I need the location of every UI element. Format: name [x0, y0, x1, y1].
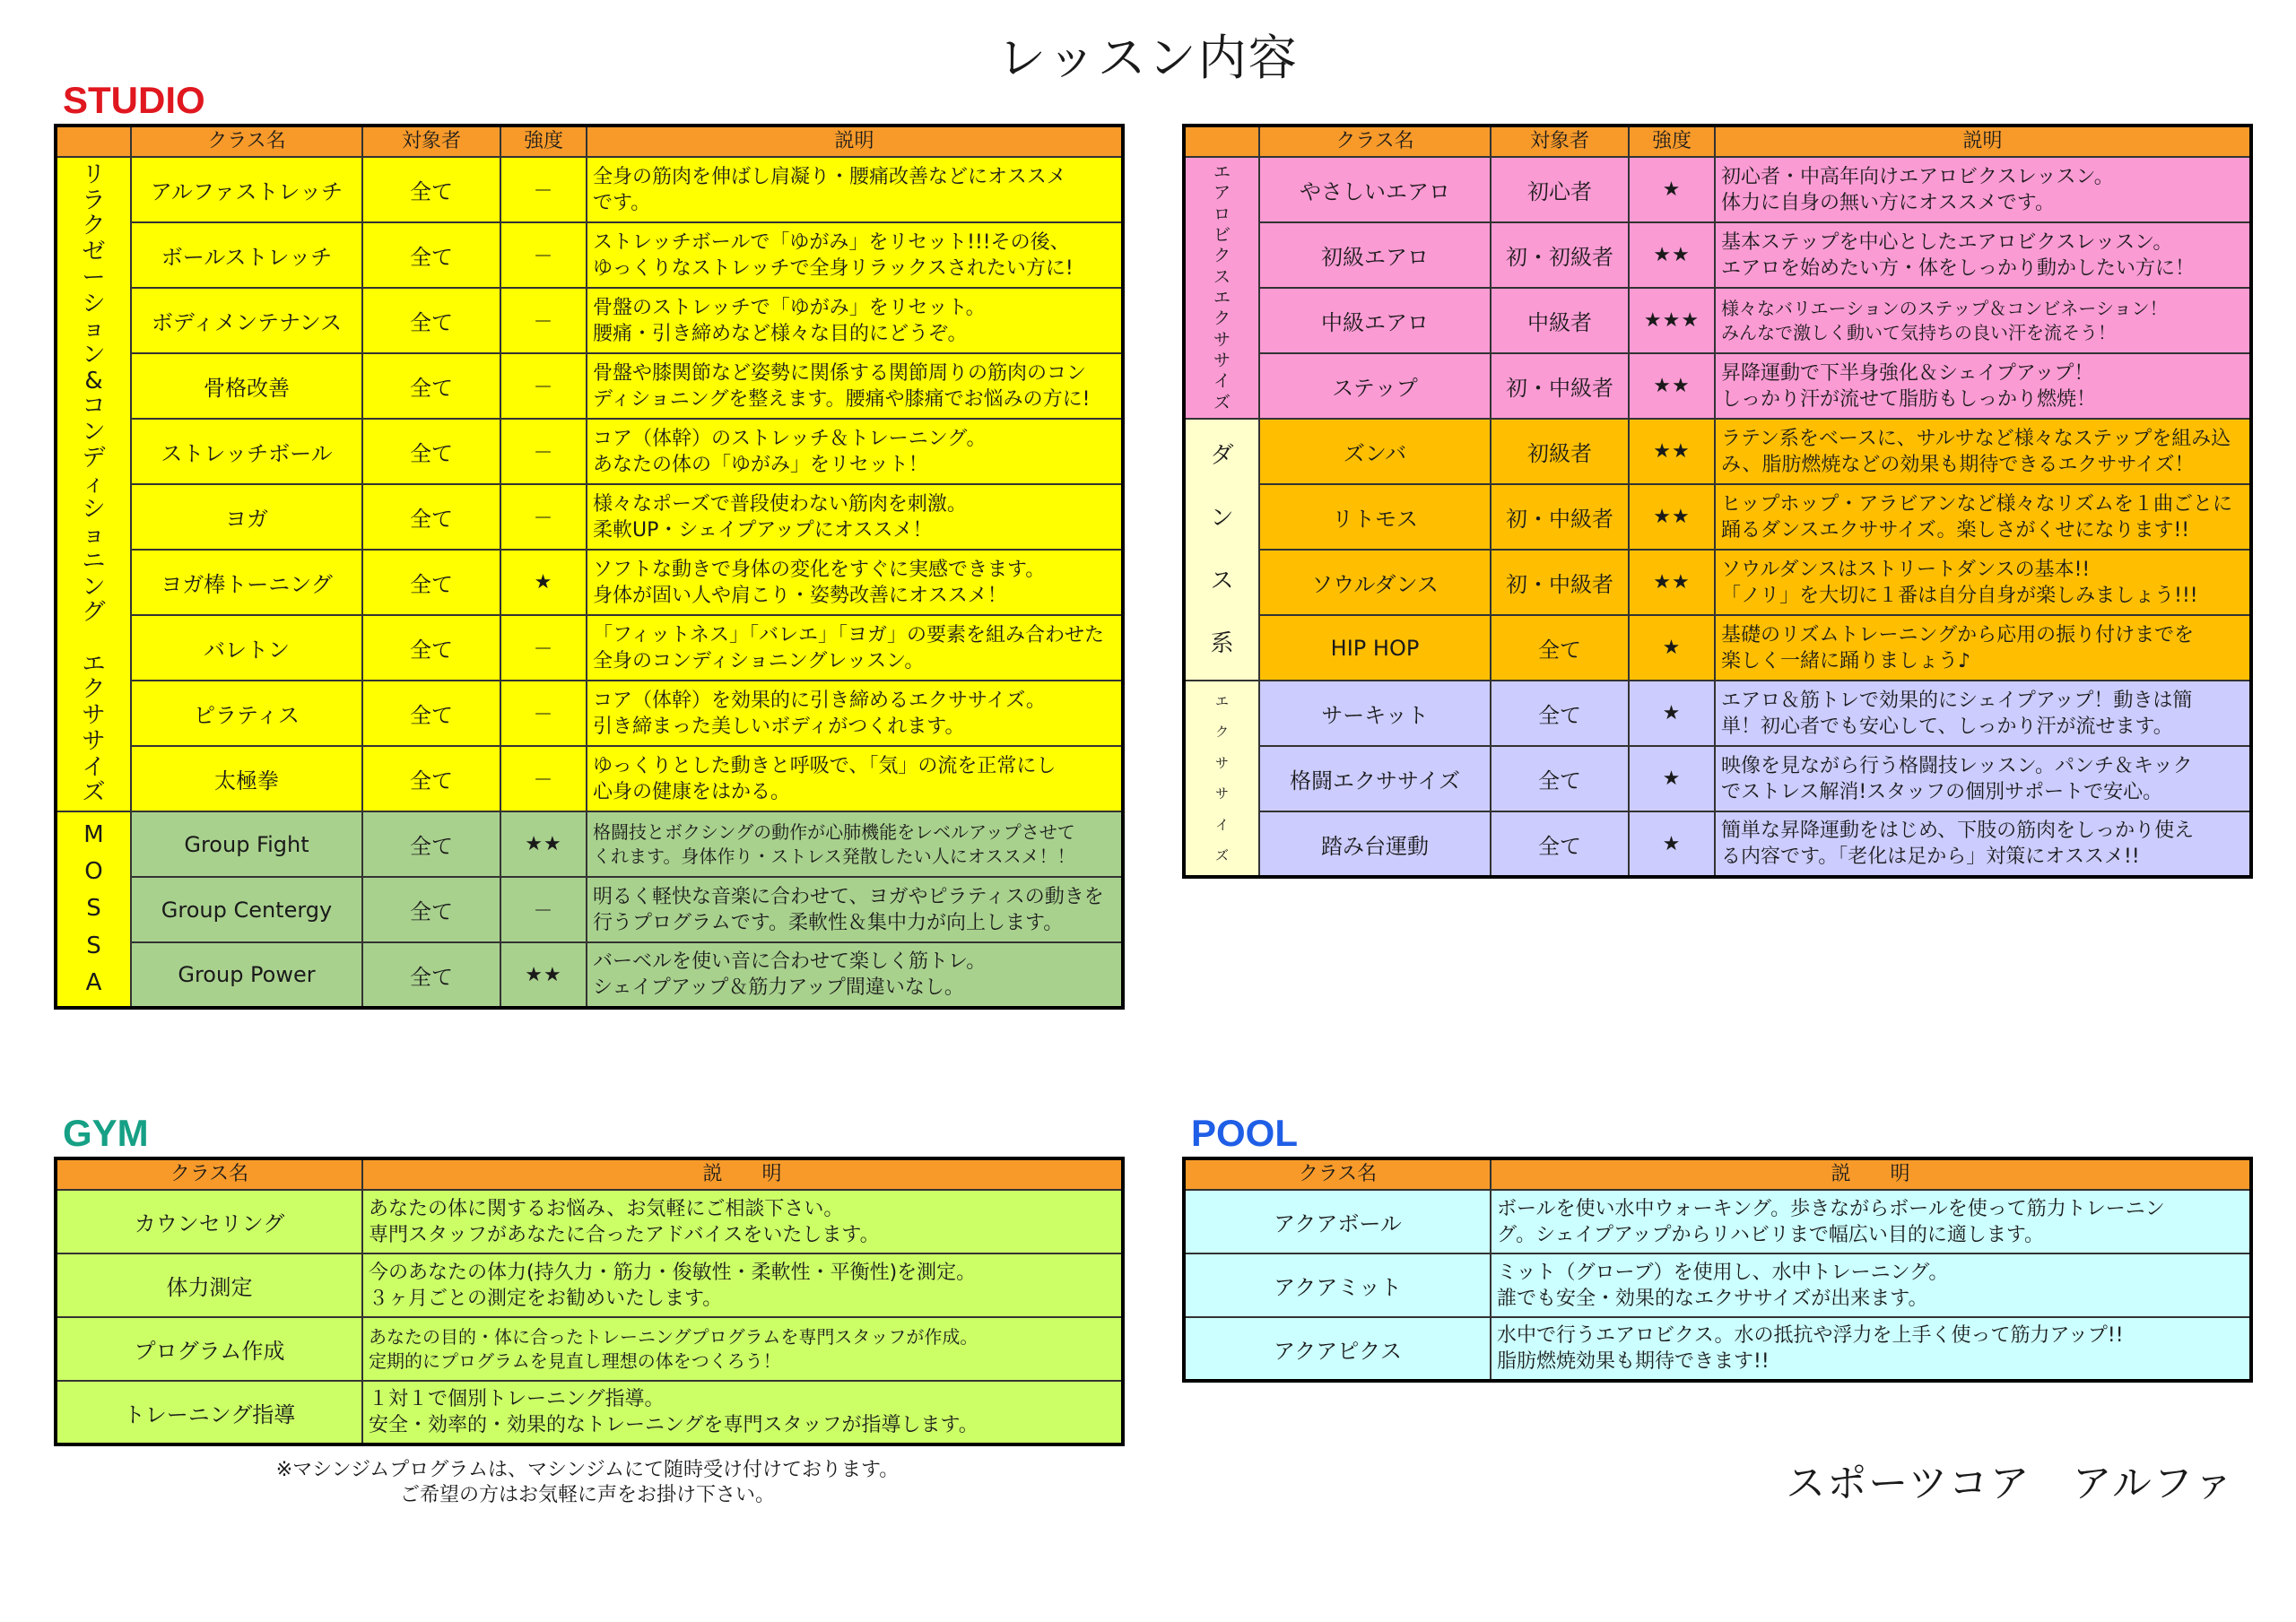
description-line-1: 初心者・中高年向けエアロビクスレッスン。: [1721, 165, 2114, 188]
table-row: [56, 419, 1123, 484]
description-line-1: 骨盤や膝関節など姿勢に関係する関節周りの筋肉のコン: [593, 361, 1087, 385]
class-name-cell: ボールストレッチ: [131, 222, 362, 288]
table-row: [56, 746, 1123, 811]
target-cell: 全て: [362, 681, 500, 746]
description-line-2: 全身のコンディショニングレッスン。: [593, 649, 925, 672]
table-row: [1184, 1190, 2251, 1253]
intensity-cell: ★: [1629, 157, 1715, 222]
header-blank: [1184, 126, 1259, 157]
group-label-cell: [56, 811, 131, 1008]
description-line-2: 行うプログラムです。柔軟性＆集中力が向上します。: [593, 911, 1064, 934]
table-row: [56, 877, 1123, 942]
description-cell: [587, 419, 1123, 484]
description-line-2: 安全・効率的・効果的なトレーニングを専門スタッフが指導します。: [369, 1414, 978, 1436]
intensity-cell: ★: [500, 550, 587, 615]
target-cell: 全て: [362, 615, 500, 681]
class-name-cell: やさしいエアロ: [1259, 157, 1491, 222]
intensity-cell: ★: [1629, 811, 1715, 877]
target-cell: 全て: [362, 157, 500, 222]
description-line-2: る内容です。「老化は足から」対策にオススメ!!: [1721, 846, 2140, 868]
description-line-2: です。: [593, 191, 651, 214]
description-line-2: 「ノリ」を大切に１番は自分自身が楽しみましょう!!!: [1721, 584, 2198, 607]
description-line-1: ソウルダンスはストリートダンスの基本!!: [1721, 558, 2091, 581]
description-cell: [362, 1253, 1123, 1317]
intensity-cell: ★★: [1629, 550, 1715, 615]
header-description: 説明: [587, 126, 1123, 157]
gym-label: GYM: [63, 1112, 149, 1154]
studio-left-table: [54, 124, 1125, 1010]
class-name-cell: 体力測定: [56, 1253, 362, 1317]
table-header-row: [1184, 1158, 2251, 1190]
intensity-cell: －: [500, 419, 587, 484]
gym-note: [54, 1458, 1121, 1508]
header-class-name: クラス名: [131, 126, 362, 157]
description-line-2: 体力に自身の無い方にオススメです。: [1721, 191, 2056, 214]
description-line-2: 身体が固い人や肩こり・姿勢改善にオススメ！: [593, 584, 1007, 607]
target-cell: 全て: [362, 484, 500, 550]
table-row: [56, 681, 1123, 746]
intensity-cell: －: [500, 484, 587, 550]
class-name-cell: 中級エアロ: [1259, 288, 1491, 353]
description-line-1: 「フィットネス」「バレエ」「ヨガ」の要素を組み合わせた: [593, 623, 1105, 646]
description-line-1: エアロ＆筋トレで効果的にシェイプアップ！動きは簡: [1721, 689, 2193, 712]
target-cell: 初心者: [1491, 157, 1629, 222]
description-line-1: コア（体幹）のストレッチ＆トレーニング。: [593, 427, 987, 450]
table-row: [1184, 550, 2251, 615]
intensity-cell: －: [500, 353, 587, 419]
class-name-cell: 初級エアロ: [1259, 222, 1491, 288]
description-line-2: 楽しく一緒に踊りましょう♪: [1721, 649, 1971, 672]
target-cell: 全て: [362, 942, 500, 1008]
class-name-cell: サーキット: [1259, 681, 1491, 746]
description-line-2: 脂肪燃焼効果も期待できます!!: [1497, 1350, 1770, 1373]
description-line-2: 心身の健康をはかる。: [593, 780, 791, 803]
description-line-1: 様々なバリエーションのステップ＆コンビネーション！: [1721, 297, 2168, 319]
description-line-1: ゆっくりとした動きと呼吸で、「気」の流を正常にし: [593, 754, 1057, 777]
class-name-cell: アクアピクス: [1184, 1317, 1491, 1381]
description-line-1: コア（体幹）を効果的に引き締めるエクササイズ。: [593, 689, 1046, 712]
description-cell: [587, 288, 1123, 353]
description-line-2: エアロを始めたい方・体をしっかり動かしたい方に！: [1721, 256, 2196, 280]
group-label: エ ク サ サ イ ズ: [1214, 692, 1229, 863]
table-row: [56, 1317, 1123, 1381]
intensity-cell: ★★: [1629, 353, 1715, 419]
description-line-2: ディショニングを整えます。腰痛や膝痛でお悩みの方に!: [593, 387, 1091, 411]
target-cell: 初・初級者: [1491, 222, 1629, 288]
description-cell: [587, 811, 1123, 877]
description-line-2: あなたの体の「ゆがみ」をリセット！: [593, 453, 928, 476]
description-line-1: 水中で行うエアロビクス。水の抵抗や浮力を上手く使って筋力アップ!!: [1497, 1324, 2124, 1347]
table-row: [1184, 746, 2251, 811]
description-line-2: 定期的にプログラムを見直し理想の体をつくろう！: [369, 1349, 781, 1372]
target-cell: 中級者: [1491, 288, 1629, 353]
description-cell: [587, 746, 1123, 811]
intensity-cell: －: [500, 288, 587, 353]
target-cell: 全て: [362, 877, 500, 942]
target-cell: 全て: [362, 288, 500, 353]
group-label-cell: [1184, 157, 1259, 419]
group-label: リ ラ ク ゼ ー シ ョ ン & コ ン デ ィ シ ョ ニ ン グ エ ク サ サ イ ズ: [82, 161, 106, 807]
header-target: 対象者: [1491, 126, 1629, 157]
description-line-2: でストレス解消!スタッフの個別サポートで安心。: [1721, 780, 2163, 803]
table-row: [1184, 288, 2251, 353]
table-row: [56, 615, 1123, 681]
gym-table: [54, 1157, 1125, 1446]
description-cell: [1715, 288, 2251, 353]
class-name-cell: アクアボール: [1184, 1190, 1491, 1253]
description-cell: [362, 1317, 1123, 1381]
group-label: エ ア ロ ビ ク ス エ ク サ サ イ ズ: [1213, 162, 1231, 412]
group-label-cell: [1184, 681, 1259, 877]
class-name-cell: ズンバ: [1259, 419, 1491, 484]
description-line-2: グ。シェイプアップからリハビリまで幅広い目的に適します。: [1497, 1223, 2045, 1246]
description-line-2: しっかり汗が流せて脂肪もしっかり燃焼！: [1721, 387, 2097, 411]
header-blank: [56, 126, 131, 157]
description-cell: [587, 484, 1123, 550]
header-description: 説明: [1715, 126, 2251, 157]
intensity-cell: －: [500, 877, 587, 942]
target-cell: 初級者: [1491, 419, 1629, 484]
description-cell: [587, 550, 1123, 615]
class-name-cell: 格闘エクササイズ: [1259, 746, 1491, 811]
table-header-row: [56, 126, 1123, 157]
studio-label: STUDIO: [63, 79, 205, 121]
description-cell: [1491, 1317, 2251, 1381]
table-row: [56, 1381, 1123, 1444]
description-cell: [587, 681, 1123, 746]
description-cell: [1715, 550, 2251, 615]
table-row: [56, 484, 1123, 550]
description-line-2: くれます。身体作り・ストレス発散したい人にオススメ！！: [593, 845, 1075, 867]
table-row: [56, 1190, 1123, 1253]
header-description: 説 明: [362, 1158, 1123, 1190]
target-cell: 初・中級者: [1491, 550, 1629, 615]
description-line-1: 基本ステップを中心としたエアロビクスレッスン。: [1721, 230, 2173, 254]
header-class-name: クラス名: [1184, 1158, 1491, 1190]
description-line-1: ストレッチボールで「ゆがみ」をリセット!!!その後、: [593, 230, 1070, 254]
class-name-cell: ヨガ: [131, 484, 362, 550]
description-line-1: ソフトな動きで身体の変化をすぐに実感できます。: [593, 558, 1046, 581]
description-line-2: ゆっくりなストレッチで全身リラックスされたい方に!: [593, 256, 1074, 280]
description-cell: [587, 353, 1123, 419]
header-intensity: 強度: [1629, 126, 1715, 157]
description-line-1: １対１で個別トレーニング指導。: [369, 1388, 665, 1410]
description-cell: [587, 942, 1123, 1008]
description-cell: [587, 615, 1123, 681]
table-header-row: [56, 1158, 1123, 1190]
target-cell: 初・中級者: [1491, 484, 1629, 550]
class-name-cell: 太極拳: [131, 746, 362, 811]
target-cell: 全て: [1491, 746, 1629, 811]
description-line-1: 今のあなたの体力(持久力・筋力・俊敏性・柔軟性・平衡性)を測定。: [369, 1261, 977, 1284]
description-cell: [1715, 353, 2251, 419]
target-cell: 全て: [1491, 681, 1629, 746]
header-description: 説 明: [1491, 1158, 2251, 1190]
group-label-cell: [1184, 419, 1259, 681]
description-cell: [587, 877, 1123, 942]
intensity-cell: ★★: [1629, 222, 1715, 288]
gym-note-line-1: ※マシンジムプログラムは、マシンジムにて随時受け付けております。: [275, 1459, 900, 1481]
group-label: ダ ン ス 系: [1210, 442, 1234, 657]
studio-right-table: [1182, 124, 2253, 879]
table-row: [56, 811, 1123, 877]
intensity-cell: ★: [1629, 746, 1715, 811]
table-row: [1184, 1253, 2251, 1317]
description-line-1: 骨盤のストレッチで「ゆがみ」をリセット。: [593, 296, 986, 319]
table-row: [56, 550, 1123, 615]
class-name-cell: ステップ: [1259, 353, 1491, 419]
intensity-cell: －: [500, 615, 587, 681]
description-cell: [587, 222, 1123, 288]
group-label: M O S S A: [83, 820, 104, 997]
class-name-cell: Group Centergy: [131, 877, 362, 942]
description-line-1: 格闘技とボクシングの動作が心肺機能をレベルアップさせて: [593, 820, 1075, 843]
gym-note-line-2: ご希望の方はお気軽に声をお掛け下さい。: [399, 1484, 775, 1506]
description-line-2: みんなで激しく動いて気持ちの良い汗を流そう！: [1721, 321, 2116, 343]
class-name-cell: カウンセリング: [56, 1190, 362, 1253]
description-line-1: 昇降運動で下半身強化＆シェイプアップ！: [1721, 361, 2094, 385]
target-cell: 初・中級者: [1491, 353, 1629, 419]
description-cell: [1715, 811, 2251, 877]
target-cell: 全て: [362, 811, 500, 877]
table-row: [1184, 419, 2251, 484]
class-name-cell: 踏み台運動: [1259, 811, 1491, 877]
description-cell: [1491, 1190, 2251, 1253]
intensity-cell: ★★: [1629, 419, 1715, 484]
table-row: [56, 222, 1123, 288]
description-line-1: 様々なポーズで普段使わない筋肉を刺激。: [593, 492, 967, 516]
intensity-cell: ★: [1629, 681, 1715, 746]
description-line-2: シェイプアップ＆筋力アップ間違いなし。: [593, 976, 964, 999]
table-row: [56, 157, 1123, 222]
description-cell: [587, 157, 1123, 222]
intensity-cell: －: [500, 157, 587, 222]
description-cell: [1715, 157, 2251, 222]
description-line-1: ヒップホップ・アラビアンなど様々なリズムを１曲ごとに: [1721, 492, 2233, 516]
description-line-2: 専門スタッフがあなたに合ったアドバイスをいたします。: [369, 1223, 880, 1246]
description-cell: [1491, 1253, 2251, 1317]
table-row: [1184, 615, 2251, 681]
header-target: 対象者: [362, 126, 500, 157]
description-line-1: 基礎のリズムトレーニングから応用の振り付けまでを: [1721, 623, 2195, 646]
description-line-2: 誰でも安全・効果的なエクササイズが出来ます。: [1497, 1287, 1928, 1310]
class-name-cell: プログラム作成: [56, 1317, 362, 1381]
description-line-2: 引き締まった美しいボディがつくれます。: [593, 715, 965, 738]
description-line-1: 全身の筋肉を伸ばし肩凝り・腰痛改善などにオススメ: [593, 165, 1066, 188]
table-row: [1184, 157, 2251, 222]
class-name-cell: 骨格改善: [131, 353, 362, 419]
table-row: [56, 288, 1123, 353]
intensity-cell: ★★: [1629, 484, 1715, 550]
class-name-cell: ストレッチボール: [131, 419, 362, 484]
class-name-cell: ソウルダンス: [1259, 550, 1491, 615]
intensity-cell: ★★★: [1629, 288, 1715, 353]
header-class-name: クラス名: [1259, 126, 1491, 157]
target-cell: 全て: [362, 746, 500, 811]
pool-label: POOL: [1191, 1112, 1299, 1154]
table-row: [1184, 484, 2251, 550]
intensity-cell: －: [500, 746, 587, 811]
description-cell: [1715, 222, 2251, 288]
description-cell: [1715, 746, 2251, 811]
target-cell: 全て: [362, 419, 500, 484]
description-line-2: 踊るダンスエクササイズ。楽しさがくせになります!!: [1721, 518, 2190, 542]
group-label-cell: [56, 157, 131, 811]
table-row: [1184, 811, 2251, 877]
class-name-cell: HIP HOP: [1259, 615, 1491, 681]
intensity-cell: －: [500, 681, 587, 746]
table-row: [56, 1253, 1123, 1317]
header-intensity: 強度: [500, 126, 587, 157]
table-row: [1184, 222, 2251, 288]
class-name-cell: バレトン: [131, 615, 362, 681]
company-name: スポーツコア アルファ: [1786, 1461, 2235, 1506]
description-line-2: 腰痛・引き締めなど様々な目的にどうぞ。: [593, 322, 968, 345]
description-line-1: バーベルを使い音に合わせて楽しく筋トレ。: [593, 950, 987, 973]
intensity-cell: ★★: [500, 942, 587, 1008]
target-cell: 全て: [1491, 811, 1629, 877]
class-name-cell: Group Fight: [131, 811, 362, 877]
target-cell: 全て: [362, 353, 500, 419]
target-cell: 全て: [362, 222, 500, 288]
description-line-1: ボールを使い水中ウォーキング。歩きながらボールを使って筋力トレーニン: [1497, 1197, 2165, 1220]
description-line-2: ３ヶ月ごとの測定をお勧めいたします。: [369, 1287, 723, 1310]
class-name-cell: アルファストレッチ: [131, 157, 362, 222]
table-row: [1184, 681, 2251, 746]
header-class-name: クラス名: [56, 1158, 362, 1190]
class-name-cell: Group Power: [131, 942, 362, 1008]
description-cell: [1715, 419, 2251, 484]
description-line-2: 柔軟UP・シェイプアップにオススメ！: [593, 518, 933, 542]
description-line-1: あなたの体に関するお悩み、お気軽にご相談下さい。: [369, 1197, 844, 1220]
intensity-cell: ★★: [500, 811, 587, 877]
class-name-cell: トレーニング指導: [56, 1381, 362, 1444]
target-cell: 全て: [362, 550, 500, 615]
intensity-cell: －: [500, 222, 587, 288]
table-header-row: [1184, 126, 2251, 157]
description-line-1: ラテン系をベースに、サルサなど様々なステップを組み込: [1721, 427, 2231, 450]
description-line-1: 映像を見ながら行う格闘技レッスン。パンチ＆キック: [1721, 754, 2193, 777]
page-title: レッスン内容: [997, 30, 1299, 86]
class-name-cell: ピラティス: [131, 681, 362, 746]
description-line-1: 明るく軽快な音楽に合わせて、ヨガやピラティスの動きを: [593, 885, 1104, 908]
table-row: [56, 942, 1123, 1008]
target-cell: 全て: [1491, 615, 1629, 681]
table-row: [1184, 353, 2251, 419]
description-line-1: ミット（グローブ）を使用し、水中トレーニング。: [1497, 1261, 1949, 1284]
description-line-1: あなたの目的・体に合ったトレーニングプログラムを専門スタッフが作成。: [369, 1325, 978, 1348]
pool-table: [1182, 1157, 2253, 1383]
description-cell: [362, 1381, 1123, 1444]
class-name-cell: アクアミット: [1184, 1253, 1491, 1317]
class-name-cell: ボディメンテナンス: [131, 288, 362, 353]
description-cell: [1715, 484, 2251, 550]
description-cell: [1715, 615, 2251, 681]
intensity-cell: ★: [1629, 615, 1715, 681]
description-line-1: 簡単な昇降運動をはじめ、下肢の筋肉をしっかり使え: [1721, 820, 2195, 842]
description-cell: [1715, 681, 2251, 746]
table-row: [56, 353, 1123, 419]
class-name-cell: ヨガ棒トーニング: [131, 550, 362, 615]
description-cell: [362, 1190, 1123, 1253]
description-line-2: 単！初心者でも安心して、しっかり汗が流せます。: [1721, 715, 2173, 738]
description-line-2: み、脂肪燃焼などの効果も期待できるエクササイズ！: [1721, 453, 2195, 476]
table-row: [1184, 1317, 2251, 1381]
class-name-cell: リトモス: [1259, 484, 1491, 550]
